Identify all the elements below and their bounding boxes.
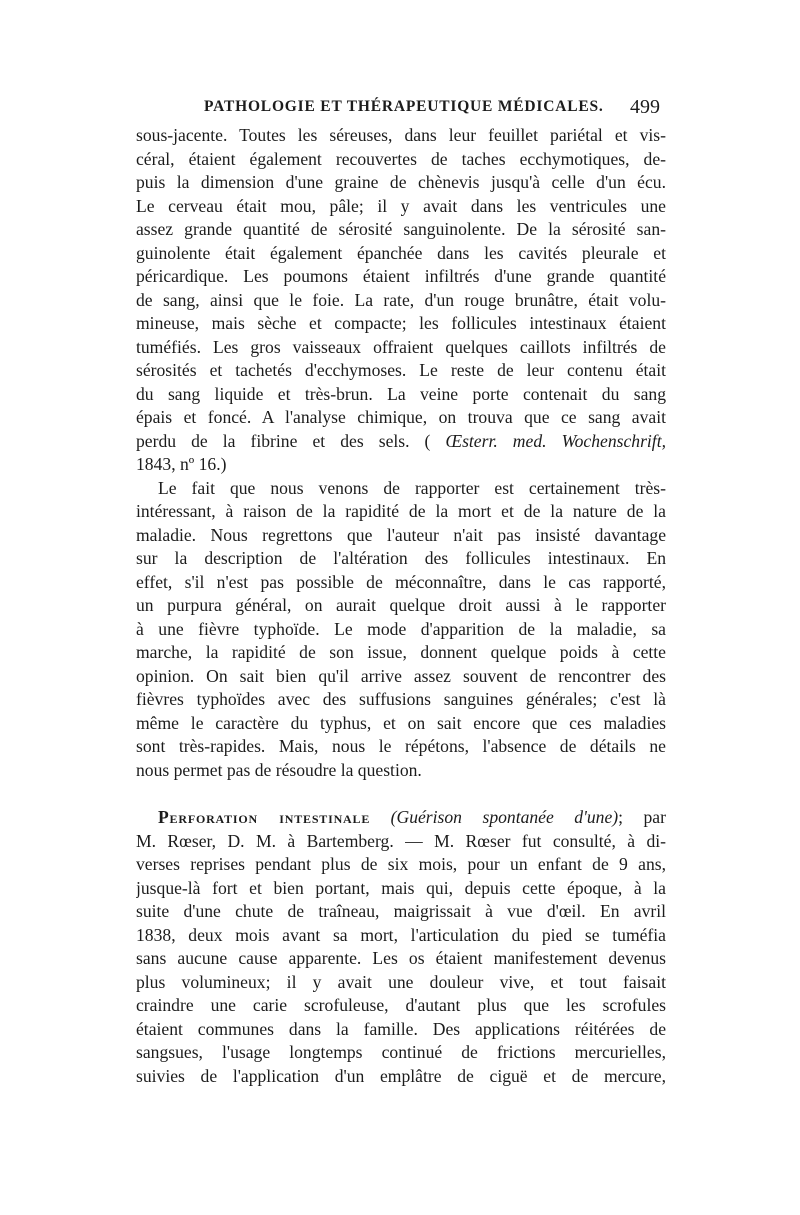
text-line: craindre une carie scrofuleuse, d'autant plus que les scrofules bbox=[136, 995, 666, 1015]
section-heading: Perforation intestinale bbox=[158, 807, 371, 827]
book-page bbox=[136, 96, 666, 1088]
paragraph-commentary bbox=[136, 477, 666, 783]
section-spacer bbox=[136, 782, 666, 806]
text-line: M. Rœser, D. M. à Bartemberg. — M. Rœser fut consulté, à di- bbox=[136, 830, 666, 851]
text-line: étaient communes dans la famille. Des applications réitérées de bbox=[136, 1018, 666, 1039]
text-line: un purpura général, on aurait quelque droit aussi à le rapporter bbox=[136, 595, 666, 615]
text-line: fièvres typhoïdes avec des suffusions sanguines générales; c'est là bbox=[136, 689, 666, 709]
text-line: jusque-là fort et bien portant, mais qui, depuis cette époque, à la bbox=[136, 877, 666, 898]
text-line: de sang, ainsi que le foie. La rate, d'un rouge brunâtre, était volu- bbox=[136, 289, 666, 310]
text-line: intéressant, à raison de la rapidité de la mort et de la nature de la bbox=[136, 501, 666, 521]
running-head-title: PATHOLOGIE ET THÉRAPEUTIQUE MÉDICALES. bbox=[204, 98, 604, 115]
text-line: sont très-rapides. Mais, nous le répétons, l'absence de détails ne bbox=[136, 736, 666, 756]
text-line: Le cerveau était mou, pâle; il y avait dans les ventricules une bbox=[136, 195, 666, 216]
text-line: Le fait que nous venons de rapporter est certainement très- bbox=[158, 477, 666, 498]
text-line: assez grande quantité de sérosité sanguinolente. De la sérosité san- bbox=[136, 219, 666, 239]
text-line: mineuse, mais sèche et compacte; les follicules intestinaux étaient bbox=[136, 313, 666, 333]
text-line: suivies de l'application d'un emplâtre de ciguë et de mercure, bbox=[136, 1065, 666, 1086]
text-line: effet, s'il n'est pas possible de méconnaître, dans le cas rapporté, bbox=[136, 571, 666, 592]
text-line: plus volumineux; il y avait une douleur vive, et tout faisait bbox=[136, 971, 666, 992]
text-line: à une fièvre typhoïde. Le mode d'apparition de la maladie, sa bbox=[136, 618, 666, 639]
text-line: verses reprises pendant plus de six mois, pour un enfant de 9 ans, bbox=[136, 854, 666, 874]
text-line: céral, étaient également recouvertes de taches ecchymotiques, de- bbox=[136, 148, 666, 169]
journal-title: Œsterr. med. Wochenschrift, bbox=[445, 430, 666, 451]
reference-line bbox=[136, 430, 666, 454]
text-line: suite d'une chute de traîneau, maigrissait à vue d'œil. En avril bbox=[136, 901, 666, 921]
text-line: maladie. Nous regrettons que l'auteur n'ait pas insisté davantage bbox=[136, 524, 666, 545]
reference-date: 1843, nº 16.) bbox=[136, 454, 227, 474]
text-line: nous permet pas de résoudre la question. bbox=[136, 759, 422, 780]
reference-text: perdu de la fibrine et des sels. ( bbox=[136, 430, 446, 451]
section-byline: ; par bbox=[618, 807, 666, 827]
text-line: guinolente était également épanchée dans les cavités pleurale et bbox=[136, 242, 666, 263]
section-subtitle: (Guérison spontanée d'une) bbox=[390, 807, 619, 827]
text-line: même le caractère du typhus, et on sait encore que ces maladies bbox=[136, 712, 666, 733]
text-line: sous-jacente. Toutes les séreuses, dans leur feuillet pariétal et vis- bbox=[136, 125, 666, 145]
text-line: péricardique. Les poumons étaient infiltrés d'une grande quantité bbox=[136, 266, 666, 286]
text-line: du sang liquide et très-brun. La veine porte contenait du sang bbox=[136, 383, 666, 404]
page-number: 499 bbox=[630, 96, 660, 118]
text-line: épais et foncé. A l'analyse chimique, on trouva que ce sang avait bbox=[136, 407, 666, 427]
text-line: sangsues, l'usage longtemps continué de frictions mercurielles, bbox=[136, 1042, 666, 1062]
text-line: sur la description de l'altération des follicules intestinaux. En bbox=[136, 548, 666, 568]
paragraph-autopsy bbox=[136, 124, 666, 477]
text-line: sans aucune cause apparente. Les os étaient manifestement devenus bbox=[136, 948, 666, 968]
text-line: 1838, deux mois avant sa mort, l'articulation du pied se tuméfia bbox=[136, 924, 666, 945]
text-line: tuméfiés. Les gros vaisseaux offraient quelques caillots infiltrés de bbox=[136, 336, 666, 357]
section-heading-line bbox=[136, 806, 666, 830]
text-line: opinion. On sait bien qu'il arrive assez souvent de rencontrer des bbox=[136, 665, 666, 686]
running-head bbox=[136, 96, 666, 124]
text-line: marche, la rapidité de son issue, donnent quelque poids à cette bbox=[136, 642, 666, 662]
section-perforation bbox=[136, 806, 666, 1088]
text-line: sérosités et tachetés d'ecchymoses. Le reste de leur contenu était bbox=[136, 360, 666, 380]
text-line: puis la dimension d'une graine de chènevis jusqu'à celle d'un écu. bbox=[136, 172, 666, 192]
